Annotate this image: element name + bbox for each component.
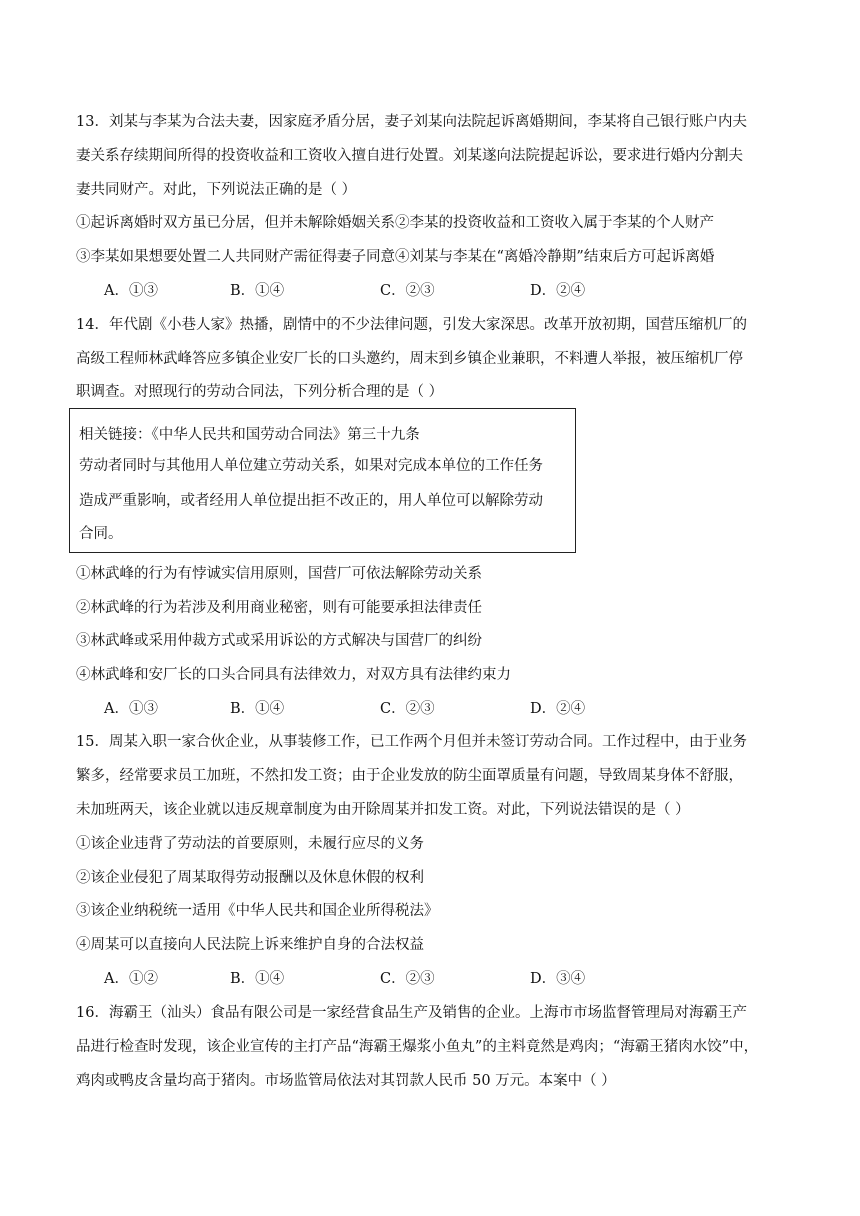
q14-option-b[interactable]: B．①④: [230, 701, 285, 717]
q13-statement-1-2: ①起诉离婚时双方虽已分居，但并未解除婚姻关系②李某的投资收益和工资收入属于李某的个人财产: [76, 215, 714, 231]
q15-option-b[interactable]: B．①④: [230, 971, 285, 987]
q15-statement-4: ④周某可以直接向人民法院上诉来维护自身的合法权益: [76, 937, 424, 953]
q15-statement-1: ①该企业违背了劳动法的首要原则，未履行应尽的义务: [76, 836, 424, 852]
q13-stem-line-3: 妻共同财产。对此，下列说法正确的是（ ）: [76, 182, 357, 198]
q15-option-d[interactable]: D．③④: [530, 971, 586, 987]
related-link-box: [69, 408, 576, 553]
q14-statement-2: ②林武峰的行为若涉及利用商业秘密，则有可能要承担法律责任: [76, 600, 482, 616]
q13-statement-3-4: ③李某如果想要处置二人共同财产需征得妻子同意④刘某与李某在“离婚冷静期”结束后方可起诉离婚: [76, 249, 715, 265]
q14-statement-3: ③林武峰或采用仲裁方式或采用诉讼的方式解决与国营厂的纠纷: [76, 633, 482, 649]
q15-statement-2: ②该企业侵犯了周某取得劳动报酬以及休息休假的权利: [76, 870, 424, 886]
q14-option-d[interactable]: D．②④: [530, 701, 586, 717]
q14-statement-4: ④林武峰和安厂长的口头合同具有法律效力，对双方具有法律约束力: [76, 667, 511, 683]
q15-statement-3: ③该企业纳税统一适用《中华人民共和国企业所得税法》: [76, 903, 439, 919]
q14-option-c[interactable]: C．②③: [380, 701, 435, 717]
q14-stem-line-1: 14．年代剧《小巷人家》热播，剧情中的不少法律问题，引发大家深思。改革开放初期，国营压缩机厂的: [76, 317, 747, 333]
q14-statement-1: ①林武峰的行为有悖诚实信用原则，国营厂可依法解除劳动关系: [76, 566, 482, 582]
q13-option-a[interactable]: A．①③: [104, 283, 158, 299]
q16-stem-line-1: 16．海霸王（汕头）食品有限公司是一家经营食品生产及销售的企业。上海市市场监督管理局对海霸王产: [76, 1005, 747, 1021]
q13-option-d[interactable]: D．②④: [530, 283, 586, 299]
q16-stem-line-3: 鸡肉或鸭皮含量均高于猪肉。市场监管局依法对其罚款人民币 50 万元。本案中（ ）: [76, 1073, 616, 1089]
q13-stem-line-1: 13．刘某与李某为合法夫妻，因家庭矛盾分居，妻子刘某向法院起诉离婚期间，李某将自己银行账户内夫: [76, 114, 747, 130]
q13-option-b[interactable]: B．①④: [230, 283, 285, 299]
q15-option-c[interactable]: C．②③: [380, 971, 435, 987]
q14-stem-line-2: 高级工程师林武峰答应多镇企业安厂长的口头邀约，周末到乡镇企业兼职，不料遭人举报，被压缩机厂停: [76, 351, 743, 367]
q14-stem-line-3: 职调查。对照现行的劳动合同法，下列分析合理的是（ ）: [76, 384, 444, 400]
q16-stem-line-2: 品进行检查时发现，该企业宣传的主打产品“海霸王爆浆小鱼丸”的主料竟然是鸡肉；“海霸王猪肉水饺”中，: [76, 1039, 759, 1055]
q14-option-a[interactable]: A．①③: [104, 701, 158, 717]
box-line-1: 劳动者同时与其他用人单位建立劳动关系，如果对完成本单位的工作任务: [79, 458, 543, 474]
q13-option-c[interactable]: C．②③: [380, 283, 435, 299]
q15-stem-line-3: 未加班两天，该企业就以违反规章制度为由开除周某并扣发工资。对此，下列说法错误的是（ ）: [76, 802, 690, 818]
q15-stem-line-2: 繁多，经常要求员工加班，不然扣发工资；由于企业发放的防尘面罩质量有问题，导致周某身体不舒服，: [76, 768, 743, 784]
q13-stem-line-2: 妻关系存续期间所得的投资收益和工资收入擅自进行处置。刘某遂向法院提起诉讼，要求进行婚内分割夫: [76, 148, 743, 164]
box-line-3: 合同。: [79, 526, 123, 542]
box-title: 相关链接：《中华人民共和国劳动合同法》第三十九条: [79, 427, 420, 443]
q15-stem-line-1: 15．周某入职一家合伙企业，从事装修工作，已工作两个月但并未签订劳动合同。工作过程中，由于业务: [76, 734, 747, 750]
q15-option-a[interactable]: A．①②: [104, 971, 158, 987]
box-line-2: 造成严重影响，或者经用人单位提出拒不改正的，用人单位可以解除劳动: [79, 493, 543, 509]
